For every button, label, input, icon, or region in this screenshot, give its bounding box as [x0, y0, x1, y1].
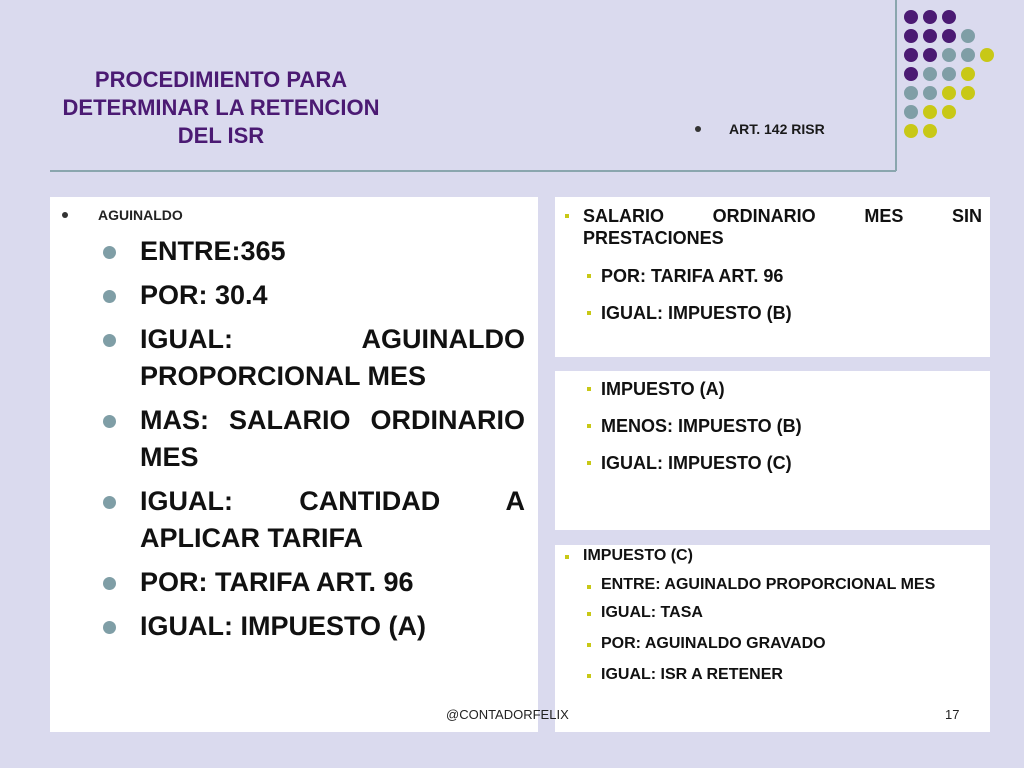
decorative-dot: [904, 86, 918, 100]
decorative-dot: [923, 124, 937, 138]
header-divider: [50, 170, 896, 172]
list-item: IGUAL: CANTIDAD A APLICAR TARIFA: [100, 483, 525, 557]
list-item: IMPUESTO (A): [587, 378, 982, 400]
decorative-dot: [923, 10, 937, 24]
decorative-dot: [923, 48, 937, 62]
decorative-dot: [961, 67, 975, 81]
list-item: IGUAL: IMPUESTO (A): [100, 608, 525, 645]
aguinaldo-steps-list: [100, 233, 525, 652]
aguinaldo-heading-text: AGUINALDO: [98, 207, 183, 223]
subtitle-text: ART. 142 RISR: [729, 121, 825, 137]
slide-title: PROCEDIMIENTO PARA DETERMINAR LA RETENCION DEL ISR: [62, 67, 380, 148]
decorative-dot: [904, 10, 918, 24]
decorative-dot: [942, 105, 956, 119]
list-item: IGUAL: AGUINALDO PROPORCIONAL MES: [100, 321, 525, 395]
decorative-dot: [923, 67, 937, 81]
subtitle-bullet: [695, 121, 825, 137]
salario-list: [565, 205, 982, 324]
decorative-dot: [904, 67, 918, 81]
bullet-icon: [695, 126, 701, 132]
list-item: IGUAL: IMPUESTO (C): [587, 452, 982, 474]
decorative-dot: [923, 86, 937, 100]
isr-list: [565, 546, 982, 685]
decorative-dot: [904, 105, 918, 119]
list-item: POR: 30.4: [100, 277, 525, 314]
decorative-dot: [961, 86, 975, 100]
list-item: MAS: SALARIO ORDINARIO MES: [100, 402, 525, 476]
list-item: IGUAL: ISR A RETENER: [587, 665, 982, 685]
vertical-divider: [895, 0, 897, 171]
decorative-dot: [923, 29, 937, 43]
decorative-dot: [942, 10, 956, 24]
list-item: IMPUESTO (C): [565, 546, 982, 566]
list-item: MENOS: IMPUESTO (B): [587, 415, 982, 437]
decorative-dot: [923, 105, 937, 119]
decorative-dot: [942, 67, 956, 81]
decorative-dot: [904, 124, 918, 138]
impuesto-list: [565, 378, 982, 474]
aguinaldo-heading: [62, 207, 183, 223]
list-item: IGUAL: TASA: [587, 603, 982, 623]
list-item: ENTRE:365: [100, 233, 525, 270]
decorative-dot: [904, 48, 918, 62]
list-item: SALARIO ORDINARIO MES SIN PRESTACIONES: [565, 205, 982, 249]
list-item: POR: AGUINALDO GRAVADO: [587, 634, 982, 654]
impuesto-panel: [555, 371, 990, 530]
decorative-dot: [904, 29, 918, 43]
decorative-dot: [942, 29, 956, 43]
isr-panel: [555, 545, 990, 732]
decorative-dot: [961, 48, 975, 62]
list-item: ENTRE: AGUINALDO PROPORCIONAL MES: [587, 576, 982, 593]
salario-panel: [555, 197, 990, 357]
list-item: IGUAL: IMPUESTO (B): [587, 302, 982, 324]
footer-author: @CONTADORFELIX: [446, 707, 569, 722]
list-item: POR: TARIFA ART. 96: [587, 265, 982, 287]
page-number: 17: [945, 707, 960, 722]
decorative-dot: [942, 86, 956, 100]
decorative-dot: [961, 29, 975, 43]
decorative-dot: [980, 48, 994, 62]
bullet-icon: [62, 212, 68, 218]
list-item: POR: TARIFA ART. 96: [100, 564, 525, 601]
decorative-dot: [942, 48, 956, 62]
